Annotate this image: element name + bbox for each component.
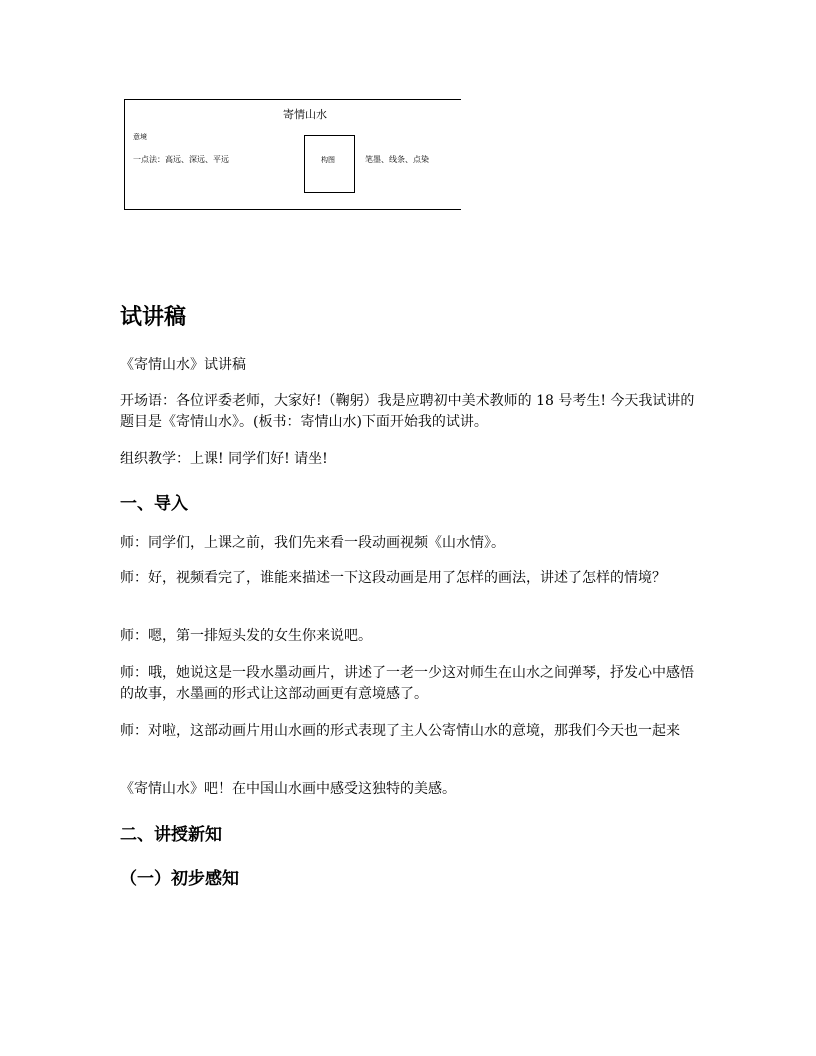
- section-heading-intro: 一、导入: [120, 494, 188, 514]
- paragraph-1: 师：同学们，上课之前，我们先来看一段动画视频《山水情》。: [120, 535, 505, 551]
- paragraph-6: 《寄情山水》吧！在中国山水画中感受这独特的美感。: [120, 781, 456, 797]
- subtitle: 《寄情山水》试讲稿: [120, 357, 246, 373]
- section-heading-new-knowledge: 二、讲授新知: [120, 825, 222, 845]
- blackboard-design: [124, 99, 461, 210]
- board-composition-box: [304, 135, 355, 193]
- board-label: 意境: [133, 133, 147, 141]
- paragraph-4: 师：哦，她说这是一段水墨动画片，讲述了一老一少这对师生在山水之间弹琴，抒发心中感悟的故事，水墨画的形式让这部动画更有意境感了。: [120, 665, 694, 702]
- document-title: 试讲稿: [120, 305, 187, 330]
- paragraph-2: 师：好，视频看完了，谁能来描述一下这段动画是用了怎样的画法，讲述了怎样的情境？: [120, 570, 666, 586]
- organize-paragraph: 组织教学：上课! 同学们好! 请坐!: [120, 451, 328, 467]
- paragraph-3: 师：嗯，第一排短头发的女生你来说吧。: [120, 628, 372, 644]
- paragraph-5: 师：对啦，这部动画片用山水画的形式表现了主人公寄情山水的意境，那我们今天也一起来: [120, 723, 680, 739]
- subsection-heading: （一）初步感知: [120, 869, 239, 889]
- board-methods: 一点法：高远、深远、平远: [133, 155, 229, 164]
- board-box-label: 构图: [321, 156, 335, 164]
- opening-paragraph: 开场语：各位评委老师，大家好!（鞠躬）我是应聘初中美术教师的 18 号考生! 今天我试讲的题目是《寄情山水》。(板书：寄情山水)下面开始我的试讲。: [120, 393, 695, 430]
- board-title: 寄情山水: [283, 108, 327, 121]
- board-right-text: 笔墨、线条、点染: [365, 155, 429, 164]
